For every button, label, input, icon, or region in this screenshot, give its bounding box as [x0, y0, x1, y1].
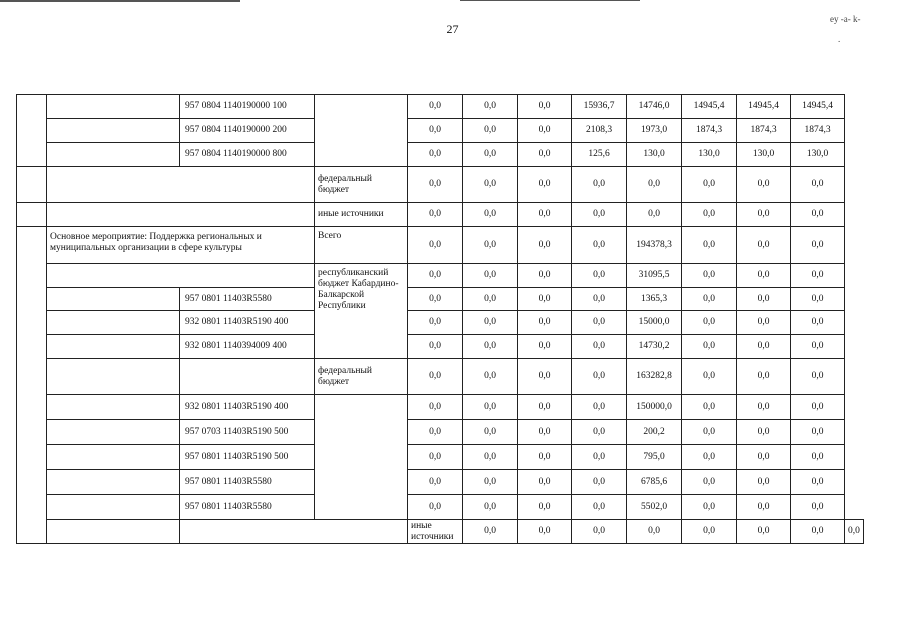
budget-table — [16, 94, 864, 544]
value-cell: 0,0 — [572, 167, 627, 203]
value-cell: 0,0 — [408, 311, 463, 335]
value-cell: 150000,0 — [627, 395, 682, 420]
value-cell: 0,0 — [572, 311, 627, 335]
empty-cell — [47, 495, 180, 520]
value-cell: 0,0 — [463, 395, 518, 420]
value-cell: 0,0 — [627, 520, 682, 544]
funding-source: Всего — [315, 227, 408, 264]
value-cell: 1973,0 — [627, 119, 682, 143]
value-cell: 0,0 — [463, 520, 518, 544]
value-cell: 6785,6 — [627, 470, 682, 495]
value-cell: 130,0 — [737, 143, 791, 167]
value-cell: 0,0 — [791, 167, 845, 203]
empty-cell — [17, 203, 47, 227]
value-cell: 14730,2 — [627, 335, 682, 359]
value-cell: 0,0 — [791, 335, 845, 359]
empty-cell — [47, 470, 180, 495]
table-row — [17, 311, 864, 335]
value-cell: 0,0 — [682, 227, 737, 264]
table-row — [17, 359, 864, 395]
empty-cell — [47, 420, 180, 445]
source-cell — [315, 395, 408, 520]
value-cell: 0,0 — [518, 167, 572, 203]
value-cell: 1874,3 — [791, 119, 845, 143]
value-cell: 0,0 — [791, 420, 845, 445]
value-cell: 0,0 — [518, 420, 572, 445]
value-cell: 0,0 — [408, 288, 463, 311]
table-row — [17, 167, 864, 203]
empty-cell — [47, 203, 315, 227]
value-cell: 130,0 — [682, 143, 737, 167]
value-cell: 795,0 — [627, 445, 682, 470]
value-cell: 0,0 — [518, 95, 572, 119]
empty-cell — [47, 311, 180, 335]
value-cell: 0,0 — [518, 119, 572, 143]
value-cell: 0,0 — [518, 143, 572, 167]
value-cell: 0,0 — [463, 495, 518, 520]
value-cell: 0,0 — [463, 420, 518, 445]
value-cell: 0,0 — [682, 520, 737, 544]
value-cell: 0,0 — [408, 143, 463, 167]
value-cell: 0,0 — [737, 167, 791, 203]
value-cell: 200,2 — [627, 420, 682, 445]
empty-cell — [47, 119, 180, 143]
value-cell: 0,0 — [463, 470, 518, 495]
value-cell: 0,0 — [408, 420, 463, 445]
value-cell: 0,0 — [791, 445, 845, 470]
funding-source: республиканский бюджет Кабардино-Балкарской Республики — [315, 264, 408, 359]
empty-cell — [47, 167, 315, 203]
value-cell: 0,0 — [737, 311, 791, 335]
value-cell: 0,0 — [518, 335, 572, 359]
activity-description: Основное мероприятие: Поддержка региональных и муниципальных организации в сфере культуры — [47, 227, 315, 264]
value-cell: 15936,7 — [572, 95, 627, 119]
value-cell: 0,0 — [463, 143, 518, 167]
value-cell: 0,0 — [791, 520, 845, 544]
value-cell: 0,0 — [463, 203, 518, 227]
value-cell: 0,0 — [463, 445, 518, 470]
empty-cell — [47, 395, 180, 420]
value-cell: 0,0 — [737, 395, 791, 420]
value-cell: 0,0 — [682, 470, 737, 495]
value-cell: 0,0 — [572, 520, 627, 544]
value-cell: 0,0 — [682, 420, 737, 445]
table-row — [17, 335, 864, 359]
value-cell: 0,0 — [518, 359, 572, 395]
value-cell: 0,0 — [408, 227, 463, 264]
value-cell: 0,0 — [737, 288, 791, 311]
value-cell: 0,0 — [737, 445, 791, 470]
value-cell: 0,0 — [682, 167, 737, 203]
table-row — [17, 445, 864, 470]
budget-code: 957 0801 11403R5190 500 — [180, 445, 315, 470]
budget-code: 957 0801 11403R5580 — [180, 288, 315, 311]
funding-source: федеральный бюджет — [315, 167, 408, 203]
budget-code: 932 0801 11403R5190 400 — [180, 311, 315, 335]
value-cell: 0,0 — [791, 395, 845, 420]
value-cell: 0,0 — [463, 311, 518, 335]
table-row — [17, 495, 864, 520]
empty-cell — [17, 167, 47, 203]
value-cell: 0,0 — [518, 470, 572, 495]
value-cell: 0,0 — [408, 359, 463, 395]
value-cell: 0,0 — [408, 335, 463, 359]
value-cell: 0,0 — [737, 203, 791, 227]
value-cell: 0,0 — [682, 203, 737, 227]
value-cell: 163282,8 — [627, 359, 682, 395]
value-cell: 0,0 — [408, 395, 463, 420]
table-row — [17, 227, 864, 264]
empty-cell — [47, 264, 315, 288]
table-row — [17, 264, 864, 288]
value-cell: 1874,3 — [737, 119, 791, 143]
value-cell: 0,0 — [791, 203, 845, 227]
page-number: 27 — [446, 22, 459, 36]
value-cell: 0,0 — [518, 495, 572, 520]
value-cell: 0,0 — [518, 264, 572, 288]
value-cell: 1874,3 — [682, 119, 737, 143]
empty-cell — [180, 520, 408, 544]
value-cell: 0,0 — [408, 119, 463, 143]
value-cell: 0,0 — [737, 264, 791, 288]
value-cell: 14945,4 — [682, 95, 737, 119]
value-cell: 0,0 — [572, 445, 627, 470]
value-cell: 0,0 — [572, 227, 627, 264]
value-cell: 0,0 — [408, 445, 463, 470]
empty-cell — [47, 288, 180, 311]
value-cell: 0,0 — [518, 520, 572, 544]
budget-code: 932 0801 11403R5190 400 — [180, 395, 315, 420]
value-cell: 0,0 — [463, 167, 518, 203]
value-cell: 0,0 — [408, 470, 463, 495]
value-cell: 0,0 — [518, 227, 572, 264]
empty-cell — [47, 143, 180, 167]
value-cell: 1365,3 — [627, 288, 682, 311]
value-cell: 0,0 — [463, 227, 518, 264]
budget-code: 957 0804 1140190000 100 — [180, 95, 315, 119]
value-cell: 0,0 — [682, 395, 737, 420]
value-cell: 0,0 — [791, 227, 845, 264]
value-cell: 2108,3 — [572, 119, 627, 143]
budget-code: 957 0703 11403R5190 500 — [180, 420, 315, 445]
value-cell: 14746,0 — [627, 95, 682, 119]
value-cell: 0,0 — [518, 311, 572, 335]
funding-source: иные источники — [408, 520, 463, 544]
value-cell: 0,0 — [682, 495, 737, 520]
value-cell: 0,0 — [572, 395, 627, 420]
value-cell: 130,0 — [791, 143, 845, 167]
value-cell: 0,0 — [408, 95, 463, 119]
value-cell: 0,0 — [791, 264, 845, 288]
value-cell: 0,0 — [572, 470, 627, 495]
value-cell: 0,0 — [791, 311, 845, 335]
value-cell: 0,0 — [791, 495, 845, 520]
value-cell: 0,0 — [791, 288, 845, 311]
value-cell: 0,0 — [627, 203, 682, 227]
value-cell: 0,0 — [518, 288, 572, 311]
funding-source: федеральный бюджет — [315, 359, 408, 395]
value-cell: 14945,4 — [737, 95, 791, 119]
value-cell: 0,0 — [408, 167, 463, 203]
value-cell: 0,0 — [572, 264, 627, 288]
value-cell: 0,0 — [572, 203, 627, 227]
value-cell: 0,0 — [518, 445, 572, 470]
budget-code: 957 0801 11403R5580 — [180, 470, 315, 495]
table-row — [17, 470, 864, 495]
table-row — [17, 395, 864, 420]
value-cell: 0,0 — [463, 95, 518, 119]
value-cell: 125,6 — [572, 143, 627, 167]
source-cell — [315, 95, 408, 167]
table-row — [17, 119, 864, 143]
value-cell: 0,0 — [627, 167, 682, 203]
value-cell: 0,0 — [737, 335, 791, 359]
value-cell: 0,0 — [463, 264, 518, 288]
empty-cell — [17, 227, 47, 544]
value-cell: 130,0 — [627, 143, 682, 167]
value-cell: 0,0 — [572, 495, 627, 520]
value-cell: 0,0 — [572, 288, 627, 311]
scan-top-line-left — [0, 0, 240, 2]
value-cell: 31095,5 — [627, 264, 682, 288]
value-cell: 0,0 — [408, 495, 463, 520]
value-cell: 0,0 — [791, 359, 845, 395]
table-row — [17, 520, 864, 544]
value-cell: 0,0 — [845, 520, 864, 544]
value-cell: 0,0 — [682, 311, 737, 335]
value-cell: 15000,0 — [627, 311, 682, 335]
empty-cell — [47, 520, 180, 544]
value-cell: 0,0 — [463, 288, 518, 311]
value-cell: 0,0 — [463, 119, 518, 143]
budget-code: 957 0804 1140190000 800 — [180, 143, 315, 167]
value-cell: 0,0 — [408, 264, 463, 288]
value-cell: 0,0 — [737, 495, 791, 520]
funding-source: иные источники — [315, 203, 408, 227]
table-row — [17, 420, 864, 445]
empty-cell — [47, 335, 180, 359]
table-row — [17, 143, 864, 167]
value-cell: 5502,0 — [627, 495, 682, 520]
empty-cell — [17, 95, 47, 167]
value-cell: 0,0 — [791, 470, 845, 495]
value-cell: 0,0 — [518, 203, 572, 227]
value-cell: 0,0 — [518, 395, 572, 420]
value-cell: 0,0 — [572, 359, 627, 395]
value-cell: 0,0 — [572, 420, 627, 445]
value-cell: 0,0 — [572, 335, 627, 359]
value-cell: 0,0 — [682, 264, 737, 288]
table-row — [17, 288, 864, 311]
empty-cell — [180, 359, 315, 395]
empty-cell — [47, 359, 180, 395]
scan-top-line-right — [460, 0, 640, 1]
budget-code: 957 0804 1140190000 200 — [180, 119, 315, 143]
table-row — [17, 203, 864, 227]
value-cell: 0,0 — [682, 359, 737, 395]
value-cell: 0,0 — [682, 335, 737, 359]
value-cell: 0,0 — [737, 227, 791, 264]
value-cell: 194378,3 — [627, 227, 682, 264]
value-cell: 0,0 — [737, 359, 791, 395]
empty-cell — [47, 95, 180, 119]
value-cell: 0,0 — [682, 445, 737, 470]
empty-cell — [47, 445, 180, 470]
value-cell: 0,0 — [682, 288, 737, 311]
value-cell: 0,0 — [737, 420, 791, 445]
value-cell: 14945,4 — [791, 95, 845, 119]
value-cell: 0,0 — [737, 520, 791, 544]
scan-mark: . — [838, 34, 841, 44]
value-cell: 0,0 — [408, 203, 463, 227]
scan-mark: ey -a- k- — [830, 14, 861, 24]
value-cell: 0,0 — [463, 335, 518, 359]
budget-code: 932 0801 1140394009 400 — [180, 335, 315, 359]
value-cell: 0,0 — [737, 470, 791, 495]
value-cell: 0,0 — [463, 359, 518, 395]
budget-code: 957 0801 11403R5580 — [180, 495, 315, 520]
table-row — [17, 95, 864, 119]
